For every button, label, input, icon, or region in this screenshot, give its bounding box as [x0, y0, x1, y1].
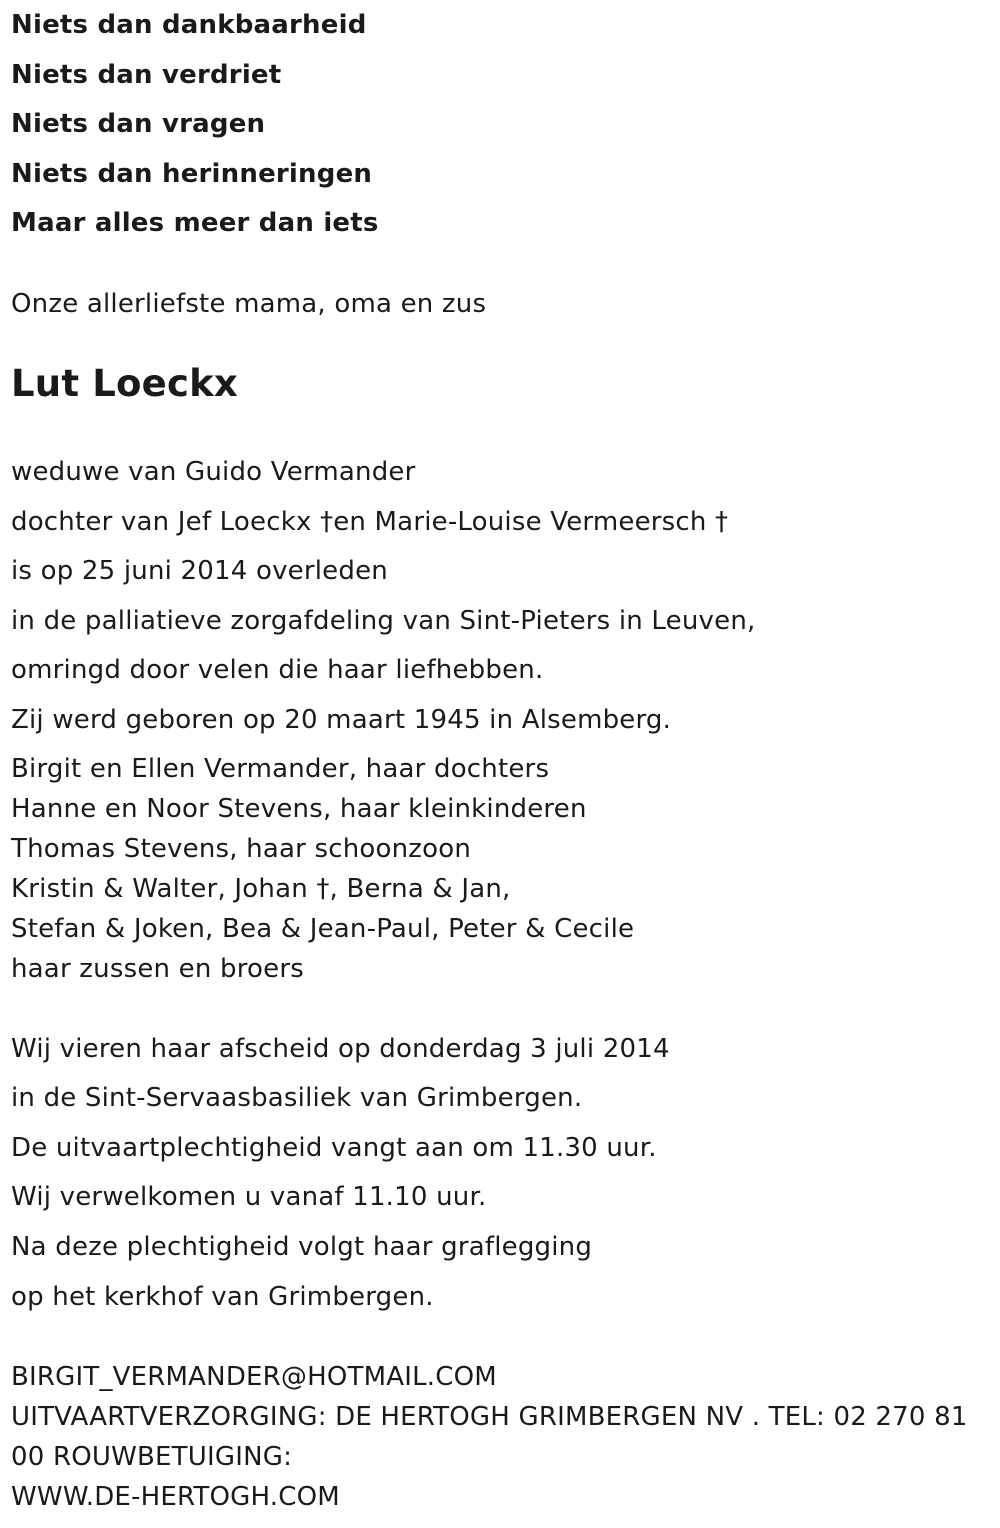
family-line: Stefan & Joken, Bea & Jean-Paul, Peter & Cecile	[11, 914, 635, 944]
family-line: Kristin & Walter, Johan †, Berna & Jan,	[11, 874, 511, 904]
biography-line: Zij werd geboren op 20 maart 1945 in Alsemberg.	[11, 705, 672, 735]
deceased-name: Lut Loeckx	[11, 362, 238, 405]
ceremony-line: Wij vieren haar afscheid op donderdag 3 juli 2014	[11, 1034, 670, 1064]
ceremony-line: op het kerkhof van Grimbergen.	[11, 1282, 434, 1312]
biography-line: in de palliatieve zorgafdeling van Sint-Pieters in Leuven,	[11, 606, 756, 636]
biography-line: dochter van Jef Loeckx †en Marie-Louise Vermeersch †	[11, 507, 729, 537]
contact-funeral-home: UITVAARTVERZORGING: DE HERTOGH GRIMBERGEN NV . TEL: 02 270 81	[11, 1402, 968, 1432]
poem-line: Niets dan dankbaarheid	[11, 10, 367, 40]
poem-line: Niets dan herinneringen	[11, 159, 373, 189]
contact-email: BIRGIT_VERMANDER@HOTMAIL.COM	[11, 1362, 497, 1392]
poem-line: Niets dan vragen	[11, 109, 266, 139]
ceremony-line: De uitvaartplechtigheid vangt aan om 11.30 uur.	[11, 1133, 657, 1163]
poem-line: Maar alles meer dan iets	[11, 208, 379, 238]
biography-line: weduwe van Guido Vermander	[11, 457, 416, 487]
family-line: Thomas Stevens, haar schoonzoon	[11, 834, 472, 864]
family-line: Birgit en Ellen Vermander, haar dochters	[11, 754, 550, 784]
ceremony-line: Wij verwelkomen u vanaf 11.10 uur.	[11, 1182, 487, 1212]
biography-line: omringd door velen die haar liefhebben.	[11, 655, 544, 685]
poem-line: Niets dan verdriet	[11, 60, 282, 90]
contact-website: WWW.DE-HERTOGH.COM	[11, 1482, 340, 1512]
family-line: Hanne en Noor Stevens, haar kleinkinderen	[11, 794, 587, 824]
contact-condolences: 00 ROUWBETUIGING:	[11, 1442, 293, 1472]
ceremony-line: Na deze plechtigheid volgt haar graflegging	[11, 1232, 593, 1262]
family-line: haar zussen en broers	[11, 954, 304, 984]
ceremony-line: in de Sint-Servaasbasiliek van Grimbergen.	[11, 1083, 583, 1113]
intro-text: Onze allerliefste mama, oma en zus	[11, 289, 487, 319]
biography-line: is op 25 juni 2014 overleden	[11, 556, 388, 586]
